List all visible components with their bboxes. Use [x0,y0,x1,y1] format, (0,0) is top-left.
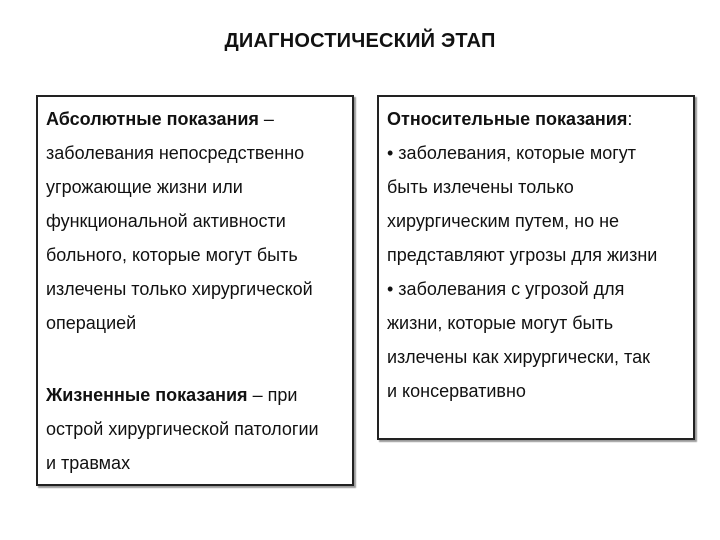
relative-indications-paragraph [387,102,657,408]
page-title: ДИАГНОСТИЧЕСКИЙ ЭТАП [224,30,496,52]
relative-indications-box [377,95,695,440]
relative-indications-text: : • заболевания, которые могут быть излечены только хирургическим путем, но не представляют угрозы для жизни • заболевания с угрозой для жизни, которые могут быть излечены как хирургически, так и консервативно [387,109,658,401]
absolute-indications-box [36,95,354,486]
absolute-indications-text: – заболевания непосредственно угрожающие жизни или функциональной активности больного, которые могут быть излечены только хирургической операцией [46,109,313,333]
vital-indications-text: – при острой хирургической патологии и травмах [46,385,319,473]
absolute-indications-paragraph [46,102,313,340]
relative-indications-term: Относительные показания [387,109,628,129]
absolute-indications-term: Абсолютные показания [46,109,259,129]
vital-indications-paragraph [46,378,319,480]
vital-indications-term: Жизненные показания [46,385,248,405]
